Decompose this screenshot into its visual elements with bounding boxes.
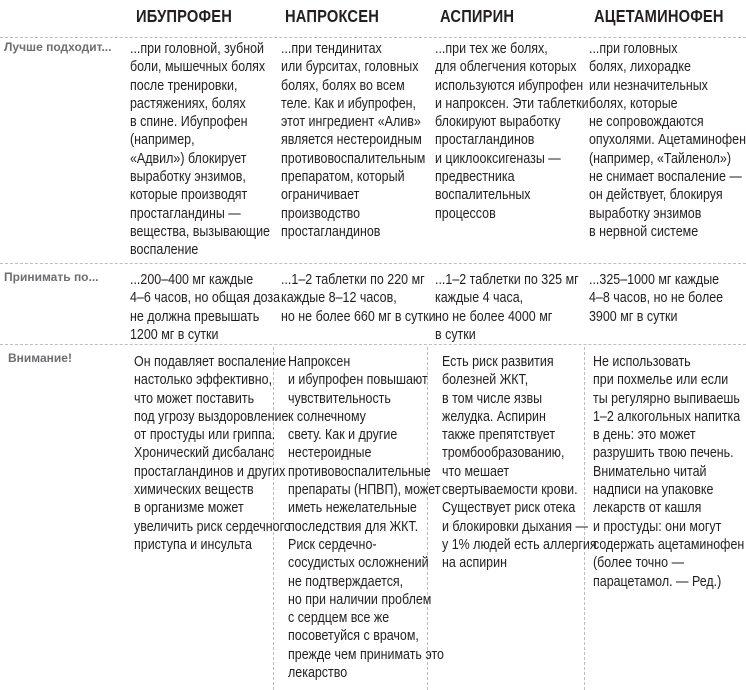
cell-warning-naproxen [288, 353, 444, 682]
cell-line: разрушить твою печень. [593, 445, 734, 462]
cell-line: после тренировки, [130, 77, 238, 94]
cell-line: каждые 4 часа, [435, 290, 524, 307]
row-divider [0, 344, 746, 345]
cell-line: простагландинов [281, 223, 381, 240]
cell-line: увеличить риск сердечного [134, 518, 291, 535]
cell-line: что может поставить [134, 390, 255, 407]
cell-line: простагландины — [130, 205, 241, 222]
cell-line: также препятствует [442, 427, 556, 444]
cell-line: Существует риск отека [442, 500, 576, 517]
cell-line: но при наличии проблем [288, 591, 432, 608]
row-label-warning: Внимание! [8, 351, 72, 365]
cell-line: болях, лихорадке [589, 59, 691, 76]
cell-line: ...при головных [589, 41, 678, 57]
cell-line: свертываемости крови. [442, 482, 578, 499]
cell-line: Есть риск развития [442, 354, 554, 370]
cell-line: болях, которые [589, 95, 678, 112]
cell-line: не сопровождаются [589, 114, 704, 131]
cell-line: прежде чем принимать это [288, 646, 444, 663]
cell-line: химических веществ [134, 482, 254, 499]
cell-line: вещества, вызывающие [130, 223, 270, 240]
cell-best-for-naproxen [281, 40, 425, 241]
header-aspirin: АСПИРИН [440, 6, 515, 26]
cell-line: он действует, блокируя [589, 187, 723, 204]
cell-line: 1–2 алкогольных напитка [593, 408, 741, 425]
cell-line: выработку энзимов, [130, 169, 246, 186]
cell-line: надписи на упаковке [593, 482, 714, 499]
cell-line: теле. Как и ибупрофен, [281, 95, 417, 112]
header-acetaminophen: АЦЕТАМИНОФЕН [594, 6, 724, 26]
cell-line: ограничивает [281, 187, 360, 204]
cell-line: желудка. Аспирин [442, 408, 546, 425]
cell-line: (более точно — [593, 555, 685, 572]
row-label-best-for: Лучше подходит... [4, 40, 112, 54]
cell-line: выработку энзимов [589, 205, 702, 222]
cell-line: опухолями. Ацетаминофен [589, 132, 746, 149]
cell-line: (например, [130, 132, 195, 149]
cell-line: у 1% людей есть аллергия [442, 536, 597, 553]
row-label-dosage: Принимать по... [4, 270, 99, 284]
cell-line: в организме может [134, 500, 244, 517]
cell-line: этот ингредиент «Алив» [281, 114, 421, 131]
cell-line: тромбообразованию, [442, 445, 565, 462]
cell-line: ...1–2 таблетки по 325 мг [435, 272, 579, 288]
cell-line: препараты (НПВП), может [288, 482, 441, 499]
cell-line: в спине. Ибупрофен [130, 114, 248, 131]
cell-line: простагландинов [435, 132, 535, 149]
cell-line: Риск сердечно- [288, 536, 377, 553]
cell-line: посоветуйся с врачом, [288, 628, 419, 645]
cell-line: или бурситах, головных [281, 59, 419, 76]
cell-warning-aspirin [442, 353, 597, 573]
cell-line: ...200–400 мг каждые [130, 272, 254, 288]
cell-line: лекарств от кашля [593, 500, 702, 517]
cell-line: болях, болях во всем [281, 77, 405, 94]
cell-line: не должна превышать [130, 308, 260, 325]
cell-line: производство [281, 205, 361, 222]
cell-line: и блокировки дыхания — [442, 518, 588, 535]
cell-line: предвестника [435, 169, 515, 186]
cell-line: растяжениях, болях [130, 95, 246, 112]
cell-line: 3900 мг в сутки [589, 308, 678, 325]
cell-line: настолько эффективно, [134, 372, 273, 389]
cell-line: ты регулярно выпиваешь [593, 390, 740, 407]
cell-line: от простуды или гриппа. [134, 427, 276, 444]
cell-line: 4–6 часов, но общая доза [130, 290, 281, 307]
cell-line: в день: это может [593, 427, 696, 444]
cell-line: парацетамол. — Ред.) [593, 573, 722, 590]
cell-line: которые производят [130, 187, 248, 204]
cell-best-for-ibuprofen [130, 40, 270, 260]
cell-line: при похмелье или если [593, 372, 729, 389]
cell-line: с сердцем все же [288, 610, 390, 627]
cell-line: свету. Как и другие [288, 427, 398, 444]
header-ibuprofen: ИБУПРОФЕН [136, 6, 233, 26]
cell-line: «Адвил») блокирует [130, 150, 247, 167]
cell-dosage-acetaminophen [589, 271, 723, 326]
cell-line: но не более 4000 мг [435, 308, 553, 325]
cell-line: блокируют выработку [435, 114, 561, 131]
cell-line: каждые 8–12 часов, [281, 290, 397, 307]
cell-line: 4–8 часов, но не более [589, 290, 724, 307]
cell-line: иметь нежелательные [288, 500, 417, 517]
cell-line: воспаление [130, 242, 199, 259]
cell-line: воспалительных [435, 187, 531, 204]
cell-line: Он подавляет воспаление [134, 354, 287, 370]
cell-line: на аспирин [442, 555, 507, 572]
cell-line: и напроксен. Эти таблетки [435, 95, 589, 112]
cell-line: в нервной системе [589, 223, 699, 240]
row-divider [0, 37, 746, 38]
cell-dosage-aspirin [435, 271, 579, 344]
cell-line: последствия для ЖКТ. [288, 518, 419, 535]
cell-warning-ibuprofen [134, 353, 291, 554]
row-divider [0, 263, 746, 264]
cell-line: в том числе язвы [442, 390, 543, 407]
cell-dosage-naproxen [281, 271, 436, 326]
cell-dosage-ibuprofen [130, 271, 280, 344]
cell-warning-acetaminophen [593, 353, 744, 591]
cell-line: и ибупрофен повышают [288, 372, 428, 389]
cell-line: приступа и инсульта [134, 536, 252, 553]
cell-line: Внимательно читай [593, 463, 707, 480]
cell-line: болезней ЖКТ, [442, 372, 529, 389]
cell-line: противовоспалительные [288, 463, 431, 480]
cell-line: противовоспалительным [281, 150, 426, 167]
cell-line: ...при головной, зубной [130, 41, 265, 57]
cell-line: процессов [435, 205, 496, 222]
cell-line: нестероидные [288, 445, 372, 462]
cell-best-for-aspirin [435, 40, 589, 223]
cell-line: простагландинов и других [134, 463, 286, 480]
cell-line: боли, мышечных болях [130, 59, 266, 76]
cell-line: что мешает [442, 463, 510, 480]
cell-line: не подтверждается, [288, 573, 404, 590]
cell-line: (например, «Тайленол») [589, 150, 732, 167]
cell-line: к солнечному [288, 408, 366, 425]
cell-line: препаратом, который [281, 169, 405, 186]
cell-line: не снимает воспаление — [589, 169, 742, 186]
cell-line: в сутки [435, 326, 476, 343]
cell-line: лекарство [288, 665, 348, 682]
cell-line: ...1–2 таблетки по 220 мг [281, 272, 425, 288]
cell-line: чувствительность [288, 390, 391, 407]
cell-line: Напроксен [288, 354, 351, 370]
cell-line: Хронический дисбаланс [134, 445, 275, 462]
cell-line: ...при тех же болях, [435, 41, 548, 57]
cell-line: и циклооксигеназы — [435, 150, 561, 167]
cell-best-for-acetaminophen [589, 40, 746, 241]
cell-line: используются ибупрофен [435, 77, 584, 94]
cell-line: но не более 660 мг в сутки [281, 308, 436, 325]
cell-line: сосудистых осложнений [288, 555, 429, 572]
cell-line: ...325–1000 мг каждые [589, 272, 720, 288]
cell-line: содержать ацетаминофен [593, 536, 745, 553]
cell-line: и простуды: они могут [593, 518, 722, 535]
cell-line: ...при тендинитах [281, 41, 382, 57]
cell-line: или незначительных [589, 77, 708, 94]
cell-line: под угрозу выздоровление [134, 408, 289, 425]
cell-line: Не использовать [593, 354, 691, 370]
cell-line: 1200 мг в сутки [130, 326, 219, 343]
cell-line: для облегчения которых [435, 59, 577, 76]
header-naproxen: НАПРОКСЕН [285, 6, 379, 26]
cell-line: является нестероидным [281, 132, 422, 149]
